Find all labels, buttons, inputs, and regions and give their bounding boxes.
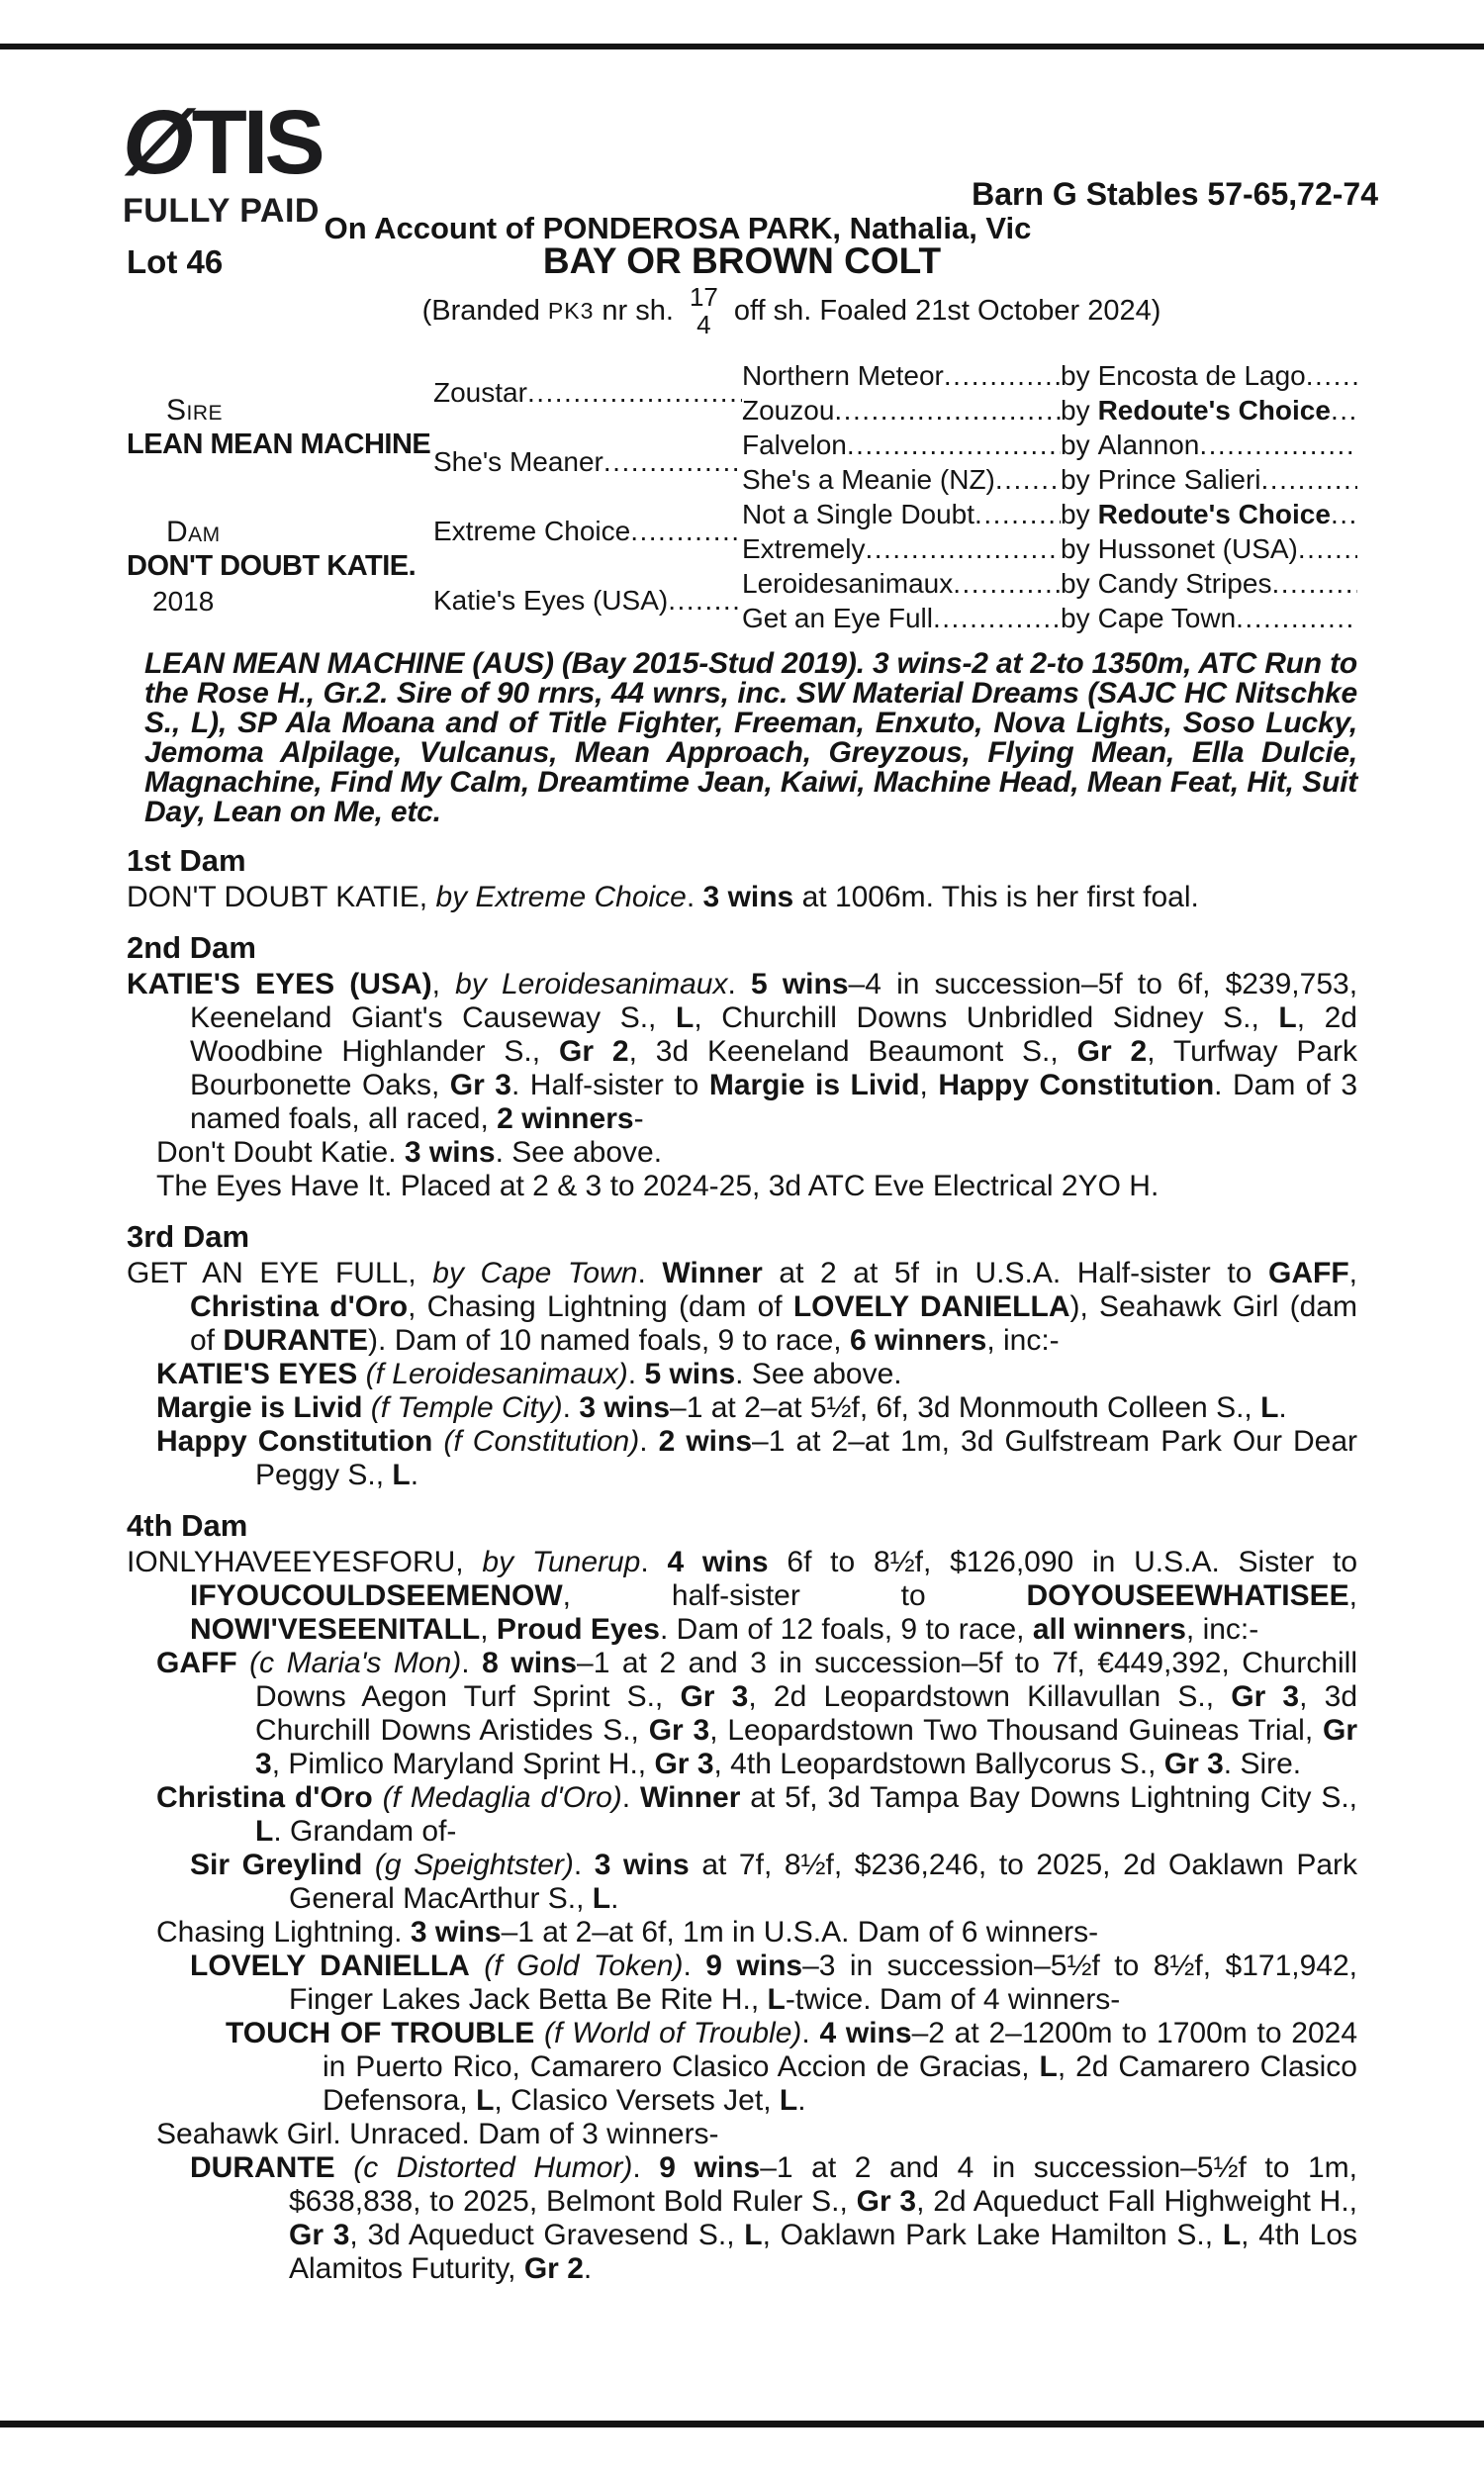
lot-number: Lot 46 — [127, 243, 224, 280]
pedigree-g3-row — [742, 358, 1061, 393]
pedigree-g3-row — [742, 566, 1061, 601]
foal-entry: GAFF (c Maria's Mon). 8 wins–1 at 2 and 3 in succession–5f to 7f, €449,392, Churchill Downs Aegon Turf Sprint S., Gr 3, 2d Leopardstown Killavullan S., Gr 3, 3d Churchill Downs Aristides S., Gr 3, Leopardstown Two Thousand Guineas Trial, Gr 3, Pimlico Maryland Sprint H., Gr 3, 4th Leopardstown Ballycorus S., Gr 3. Sire. — [156, 1647, 1358, 1780]
brand-fraction — [690, 283, 718, 338]
pedigree-g3-row — [742, 601, 1061, 635]
dam-label: Dam — [166, 515, 221, 548]
dam-entry: DON'T DOUBT KATIE, by Extreme Choice. 3 wins at 1006m. This is her first foal. — [127, 881, 1199, 913]
dam-entry: KATIE'S EYES (USA), by Leroidesanimaux. 5 wins–4 in succession–5f to 6f, $239,753, Keeneland Giant's Causeway S., L, Churchill Downs Unbridled Sidney S., L, 2d Woodbine Highlander S., Gr 2, 3d Keeneland Beaumont S., Gr 2, Turfway Park Bourbonette Oaks, Gr 3. Half-sister to Margie is Livid, Happy Constitution. Dam of 3 named foals, all raced, 2 winners- — [127, 968, 1358, 1135]
pedigree-name: Leroidesanimaux — [742, 567, 954, 599]
pedigree-name: Falvelon — [742, 428, 847, 460]
pedigree-g2-sire-dam — [433, 428, 742, 497]
section-2nd-dam — [127, 930, 1357, 1203]
dot-leader — [944, 360, 1061, 392]
pedigree-name: Extremely — [742, 532, 866, 564]
dam-entry: GET AN EYE FULL, by Cape Town. Winner at 2 at 5f in U.S.A. Half-sister to GAFF, Christina d'Oro, Chasing Lightning (dam of LOVELY DANIELLA), Seahawk Girl (dam of DURANTE). Dam of 10 named foals, 9 to race, 6 winners, inc:- — [127, 1257, 1357, 1357]
section-heading: 1st Dam — [127, 843, 246, 878]
pedigree-name: She's Meaner — [433, 446, 603, 477]
brand-near-shoulder: nr sh. — [602, 294, 674, 327]
dot-leader — [974, 499, 1061, 530]
dot-leader — [630, 516, 742, 547]
pedigree-name: Zoustar — [433, 377, 527, 408]
brand-open: (Branded — [421, 294, 540, 327]
brand-foaled-text: off sh. Foaled 21st October 2024) — [733, 294, 1161, 327]
pedigree-g3-row — [742, 497, 1061, 531]
dot-leader — [668, 585, 742, 617]
pedigree-name: Extreme Choice — [433, 516, 631, 546]
sub-foal-entry: Sir Greylind (g Speightster). 3 wins at 7f, 8½f, $236,246, to 2025, 2d Oaklawn Park General MacArthur S., L. — [190, 1849, 1357, 1915]
dam-entry: IONLYHAVEEYESFORU, by Tunerup. 4 wins 6f to 8½f, $126,090 in U.S.A. Sister to IFYOUCOULDSEEMENOW, half-sister to DOYOUSEEWHATISEE, NOWI'VESEENITALL, Proud Eyes. Dam of 12 foals, 9 to race, all winners, inc:- — [127, 1546, 1358, 1646]
pedigree-by-row — [1061, 428, 1357, 462]
pedigree-name: Northern Meteor — [742, 359, 944, 391]
dam-block — [127, 497, 433, 635]
brand-code: PK3 — [547, 297, 595, 324]
foal-entry: Don't Doubt Katie. 3 wins. See above. — [156, 1136, 663, 1169]
section-heading: 4th Dam — [127, 1508, 248, 1543]
by-word: by — [1061, 567, 1090, 599]
dot-leader — [1331, 395, 1357, 427]
by-word: by — [1061, 394, 1090, 426]
otis-logo-tis: TIS — [191, 92, 322, 193]
dot-leader — [847, 429, 1061, 461]
dot-leader — [527, 377, 742, 409]
pedigree-table — [127, 358, 1357, 635]
pedigree-by-row — [1061, 531, 1357, 566]
by-sire-name: Cape Town — [1097, 602, 1237, 633]
bottom-rule — [0, 2421, 1484, 2427]
section-1st-dam — [127, 843, 1357, 914]
by-sire-name: Alannon — [1097, 428, 1200, 460]
foal-entry: KATIE'S EYES (f Leroidesanimaux). 5 wins. See above. — [156, 1358, 902, 1390]
pedigree-by-row — [1061, 601, 1357, 635]
dot-leader — [1271, 568, 1357, 600]
pedigree-g3-row — [742, 531, 1061, 566]
pedigree-by-row — [1061, 358, 1357, 393]
content-column — [127, 358, 1357, 2286]
foal-entry: Christina d'Oro (f Medaglia d'Oro). Winner at 5f, 3d Tampa Bay Downs Lightning City S., L. Grandam of- — [156, 1781, 1358, 1848]
by-word: by — [1061, 602, 1090, 633]
pedigree-by-row — [1061, 566, 1357, 601]
by-sire-name: Prince Salieri — [1097, 463, 1261, 495]
foal-entry: Seahawk Girl. Unraced. Dam of 3 winners- — [156, 2118, 719, 2150]
foal-entry: Chasing Lightning. 3 wins–1 at 2–at 6f, 1m in U.S.A. Dam of 6 winners- — [156, 1916, 1099, 1949]
foal-entry: Margie is Livid (f Temple City). 3 wins–1 at 2–at 5½f, 6f, 3d Monmouth Colleen S., L. — [156, 1391, 1287, 1424]
pedigree-g3-row — [742, 462, 1061, 497]
pedigree-g2-sire-sire — [433, 358, 742, 428]
brand-fraction-denominator: 4 — [696, 310, 711, 339]
section-heading: 3rd Dam — [127, 1219, 250, 1254]
by-sire-name: Redoute's Choice — [1097, 394, 1331, 426]
sire-summary-paragraph: LEAN MEAN MACHINE (AUS) (Bay 2015-Stud 2019). 3 wins-2 at 2-to 1350m, ATC Run to the Rose H., Gr.2. Sire of 90 rnrs, 44 wnrs, inc. SW Material Dreams (SAJC HC Nitschke S., L), SP Ala Moana and of Title Fighter, Freeman, Enxuto, Nova Lights, Soso Lucky, Jemoma Alpilage, Vulcanus, Mean Approach, Greyzous, Flying Mean, Ella Dulcie, Magnachine, Find My Calm, Dreamtime Jean, Kaiwi, Machine Head, Mean Feat, Hit, Suit Day, Lean on Me, etc. — [144, 647, 1357, 828]
sub-sub-foal-entry: TOUCH OF TROUBLE (f World of Trouble). 4 wins–2 at 2–1200m to 1700m to 2024 in Puerto Rico, Camarero Clasico Accion de Gracias, L, 2d Camarero Clasico Defensora, L, Clasico Versets Jet, L. — [226, 2017, 1358, 2117]
sire-label: Sire — [166, 394, 224, 427]
page-title: BAY OR BROWN COLT — [542, 240, 942, 281]
pedigree-name: Zouzou — [742, 394, 835, 426]
dot-leader — [933, 603, 1061, 634]
by-word: by — [1061, 498, 1090, 529]
pedigree-g3-row — [742, 393, 1061, 428]
pedigree-by-row — [1061, 497, 1357, 531]
dot-leader — [995, 464, 1061, 496]
pedigree-name: Get an Eye Full — [742, 602, 933, 633]
by-word: by — [1061, 359, 1090, 391]
by-sire-name: Hussonet (USA) — [1097, 532, 1298, 564]
on-account-of-text: On Account of PONDEROSA PARK, Nathalia, Vic — [324, 211, 1032, 245]
pedigree-by-row — [1061, 462, 1357, 497]
pedigree-g3-row — [742, 428, 1061, 462]
dot-leader — [1331, 499, 1357, 530]
by-sire-name: Candy Stripes — [1097, 567, 1272, 599]
dot-leader — [603, 446, 742, 478]
by-sire-name: Encosta de Lago — [1097, 359, 1306, 391]
foal-entry: Happy Constitution (f Constitution). 2 wins–1 at 2–at 1m, 3d Gulfstream Park Our Dear Peggy S., L. — [156, 1425, 1358, 1491]
dot-leader — [953, 568, 1061, 600]
sire-block — [127, 358, 433, 497]
dam-name: DON'T DOUBT KATIE. — [127, 549, 417, 582]
dot-leader — [1199, 429, 1357, 461]
pedigree-g2-dam-dam — [433, 566, 742, 635]
sub-foal-entry: DURANTE (c Distorted Humor). 9 wins–1 at 2 and 4 in succession–5½f to 1m, $638,838, to 2025, Belmont Bold Ruler S., Gr 3, 2d Aqueduct Fall Highweight H., Gr 3, 3d Aqueduct Gravesend S., L, Oaklawn Park Lake Hamilton S., L, 4th Los Alamitos Futurity, Gr 2. — [190, 2151, 1358, 2285]
brand-line — [99, 283, 1484, 338]
foal-entry: The Eyes Have It. Placed at 2 & 3 to 2024-25, 3d ATC Eve Electrical 2YO H. — [156, 1170, 1159, 1202]
otis-logo-word — [123, 92, 322, 193]
section-4th-dam — [127, 1508, 1357, 2286]
by-word: by — [1061, 428, 1090, 460]
pedigree-by-row — [1061, 393, 1357, 428]
brand-fraction-numerator: 17 — [689, 282, 718, 312]
otis-logo-o-glyph: Ø — [123, 92, 190, 193]
fully-paid-label: FULLY PAID — [123, 192, 320, 230]
top-rule — [0, 44, 1484, 49]
section-heading: 2nd Dam — [127, 930, 256, 965]
dot-leader — [834, 395, 1061, 427]
dot-leader — [1236, 603, 1357, 634]
by-word: by — [1061, 463, 1090, 495]
by-sire-name: Redoute's Choice — [1097, 498, 1331, 529]
dot-leader — [1261, 464, 1357, 496]
sire-name: LEAN MEAN MACHINE — [127, 428, 431, 460]
pedigree-name: She's a Meanie (NZ) — [742, 463, 995, 495]
sub-foal-entry: LOVELY DANIELLA (f Gold Token). 9 wins–3 in succession–5½f to 8½f, $171,942, Finger Lakes Jack Betta Be Rite H., L-twice. Dam of 4 winners- — [190, 1950, 1357, 2016]
dam-year: 2018 — [152, 585, 215, 617]
pedigree-g2-dam-sire — [433, 497, 742, 566]
pedigree-name: Not a Single Doubt — [742, 498, 975, 529]
section-3rd-dam — [127, 1219, 1357, 1492]
pedigree-name: Katie's Eyes (USA) — [433, 585, 669, 616]
dot-leader — [1298, 533, 1357, 565]
barn-stables-text: Barn G Stables 57-65,72-74 — [972, 176, 1378, 212]
dot-leader — [1306, 360, 1357, 392]
by-word: by — [1061, 532, 1090, 564]
dot-leader — [865, 533, 1061, 565]
